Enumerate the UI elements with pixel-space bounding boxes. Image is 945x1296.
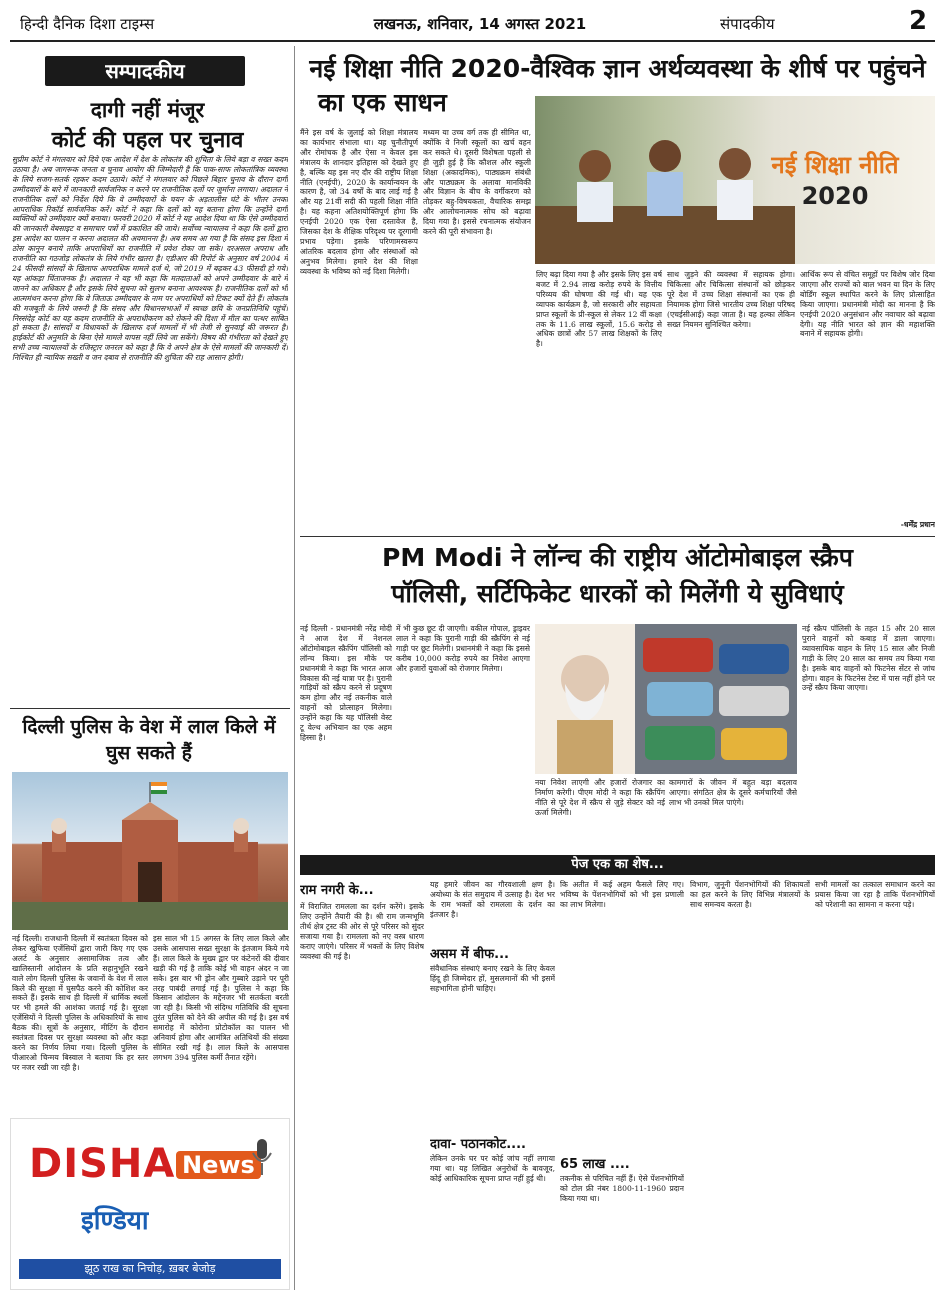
logo-disha: DISHA — [29, 1141, 176, 1187]
assam-title: असम में बीफ... — [430, 947, 509, 962]
cont-col5-body: सभी मामलों का तत्काल समाधान करने का प्रयास किया जा रहा है ताकि पेंशनभोगियों को परेशानी का सामना न करना पड़े। — [815, 880, 935, 909]
ram-body: में विराजित रामलला का दर्शन करेंगे। इसके लिए उन्होंने तैयारी की है। श्री राम जन्मभूमि तीर्थ क्षेत्र ट्रस्ट की ओर से पूरे परिसर को सुंदर सजाया गया है। रामलला को नए वस्त्र धारण कराए जाएंगे। परिसर में भक्तों के लिए विशेष व्यवस्था की गई है। — [300, 902, 424, 961]
nep-headline-line2: का एक साधन — [318, 88, 447, 117]
masthead-rule — [10, 40, 935, 42]
nep-headline-line1: नई शिक्षा नीति 2020-वैश्विक ज्ञान अर्थव्यवस्था के शीर्ष पर पहुंचने — [309, 54, 926, 83]
column-divider — [294, 46, 295, 1290]
scrap-col4: कामगारों के जीवन में बहुत बड़ा बदलाव आएगा। संगठित क्षेत्र के दूसरे कर्मचारियों जैसे लाभ भी उनको मिल पाएंगे। — [669, 778, 797, 807]
nep-col3: लिए बढ़ा दिया गया है और इसके लिए इस वर्ष बजट में 2.94 लाख करोड़ रुपये के वित्तीय परिव्यय की घोषणा की गई थी। यह एक व्यापक कार्यक्रम है, जो सरकारी और सहायता प्राप्त स्कूलों के प्री-स्कूल से लेकर 12 वीं कक्षा तक के 11.6 लाख स्कूलों, 15.6 करोड़ से अधिक छात्रों और 57 लाख शिक्षकों के लिए है। — [536, 270, 662, 349]
assam-body: संवैधानिक संस्थाएं बनाए रखने के लिए केवल हिंदू ही जिम्मेदार हों, मुसलमानों की भी इसमें सहभागिता होनी चाहिए। — [430, 964, 555, 993]
logo-india: इण्डिया — [81, 1206, 149, 1236]
nep-photo — [535, 96, 935, 264]
page-number: 2 — [908, 6, 928, 36]
continued-label: पेज एक का शेष... — [571, 857, 664, 872]
scrap-col3: नया निवेश लाएगी और हजारों रोजगार का निर्माण करेगी। पीएम मोदी ने कहा कि स्क्रैपिंग नीति से पूरे देश में स्क्रैप से जुड़े सेक्टर को नई ऊर्जा मिलेगी। — [535, 778, 665, 817]
scrap-cars-icon — [535, 624, 797, 774]
disha-news-logo — [10, 1118, 290, 1290]
lakh-title: 65 लाख .... — [560, 1157, 630, 1172]
issue-date: लखनऊ, शनिवार, 14 अगस्त 2021 — [373, 15, 587, 33]
delhi-police-col1: नई दिल्ली। राजधानी दिल्ली में स्वतंत्रता दिवस को लेकर खुफिया एजेंसियों द्वारा जारी किए गए एक अलर्ट के अनुसार असामाजिक तत्व और खालिस्तानी आंदोलन के प्रति सहानुभूति रखने वाले लोग दिल्ली पुलिस के जवानों के वेश में लाल किले की सुरक्षा में घुसपैठ करने की कोशिश कर सकते हैं। इसके साथ ही दिल्ली में धार्मिक स्थलों पर भी हमले की आशंका जताई गई है। सुरक्षा एजेंसियों ने दिल्ली पुलिस के अधिकारियों के साथ बैठक की। सूत्रों के अनुसार, मीटिंग के दौरान स्वतंत्रता दिवस पर सुरक्षा व्यवस्था को और कड़ा करने का निर्णय लिया गया। दिल्ली पुलिस के पीआरओ चिन्मय बिस्वाल ने बताया कि हर स्तर पर नजर रखी जा रही है। — [12, 934, 148, 1072]
scrap-photo — [535, 624, 797, 774]
red-fort-photo — [12, 772, 288, 930]
nep-col5: आर्थिक रूप से वंचित समूहों पर विशेष जोर दिया जाएगा और राज्यों को बाल भवन या दिन के लिए बोर्डिंग स्कूल स्थापित करने के लिए प्रोत्साहित किया जाएगा। प्रधानमंत्री मोदी का मानना है कि एनईपी 2020 अनुसंधान और नवाचार को बढ़ावा देगी। यह नीति भारत को ज्ञान की महाशक्ति बनाने में सहायक होगी। — [800, 270, 935, 339]
lakh-body: तकनीक से परिचित नहीं हैं। ऐसे पेंशनभोगियों को टोल फ्री नंबर 1800-11-1960 प्रदान किया गया था। — [560, 1174, 684, 1203]
editorial-body: सुप्रीम कोर्ट ने मंगलवार को दिये एक आदेश में देश के लोकतंत्र की शुचिता के लिये बड़ा व सख्त कदम उठाया है। अब जागरूक जनता व चुनाव आयोग की जिम्मेदारी है कि पाक-साफ लोकतांत्रिक व्यवस्था के लिये सजग-सतर्क रहकर कदम उठाये। कोर्ट ने मंगलवार को पिछले बिहार चुनाव के दौरान दागी उम्मीदवारों के बारे में जानकारी सार्वजनिक न करने पर राजनीतिक दलों पर जुर्माना लगाया। अदालत ने राजनीतिक दलों को निर्देश दिये कि वे उम्मीदवारों के चयन के अड़तालीस घंटे के भीतर उनका आपराधिक रिकॉर्ड सार्वजनिक करें। कोर्ट ने कहा कि दलों को यह बताना होगा कि उन्होंने दागी व्यक्तियों को उम्मीदवार क्यों बनाया। फरवरी 2020 में कोर्ट ने यह आदेश दिया था कि ऐसे उम्मीदवारों की जानकारी वेबसाइट व समाचार पत्रों में प्रकाशित की जाये। सर्वोच्च न्यायालय ने कहा कि दलों द्वारा इस आदेश का पालन न करना अदालत की अवमानना है। अब समय आ गया है कि संसद इस दिशा में ठोस कानून बनाये ताकि अपराधियों का राजनीति में प्रवेश रोका जा सके। दरअसल अपराध और राजनीति का गठजोड़ लोकतंत्र के लिये गंभीर खतरा है। एडीआर की रिपोर्ट के अनुसार वर्ष 2004 में 24 फीसदी सांसदों के खिलाफ आपराधिक मामले दर्ज थे, जो 2019 में बढ़कर 43 फीसदी हो गये। यह आंकड़ा चिंताजनक है। अदालत ने यह भी कहा कि मतदाताओं को अपने उम्मीदवार के बारे में जानने का अधिकार है और इसके लिये सूचना को सुलभ बनाना आवश्यक है। राजनीतिक दलों को भी आत्ममंथन करना होगा कि वे जिताऊ उम्मीदवार के नाम पर अपराधियों को टिकट क्यों देते हैं। लोकतंत्र की मजबूती के लिये जरूरी है कि संसद और विधानसभाओं में स्वच्छ छवि के जनप्रतिनिधि पहुंचें। निस्संदेह कोर्ट का यह कदम राजनीति के अपराधीकरण को रोकने की दिशा में मील का पत्थर साबित हो सकता है। सांसदों व विधायकों के खिलाफ दर्ज मामलों में भी तेजी से सुनवाई की जरूरत है। हाईकोर्ट की अनुमति के बिना ऐसे मामले वापस नहीं लिये जा सकेंगे। विषय की गंभीरता को देखते हुए सभी उच्च न्यायालयों के रजिस्ट्रार जनरल को कहा है कि वे अपने क्षेत्र के ऐसे मामलों की जानकारी दें। निश्चित ही न्यायिक सख्ती व जन दबाव से राजनीति की शुचिता की राह आसान होगी। — [12, 155, 288, 363]
nep-col2: मध्यम या उच्च वर्ग तक ही सीमित था, क्योंकि वे निजी स्कूलों का खर्च वहन कर सकते थे। दूसरी विशेषता पहली से ही जुड़ी हुई है कि कौशल और स्कूली शिक्षा (अकादमिक), पाठ्यक्रम संबंधी और पाठ्यक्रम के अलावा मानविकी और विज्ञान के बीच के वर्गीकरण को तोड़कर बहु-विषयकता, वैचारिक समझ और आलोचनात्मक सोच को बढ़ावा दिया गया है। इससे रचनात्मक संयोजन करने की पूरी संभावना है। — [423, 128, 531, 237]
editorial-title-2: कोर्ट की पहल पर चुनाव — [51, 128, 244, 153]
dava-title: दावा- पठानकोट.... — [430, 1137, 526, 1152]
red-fort-icon — [12, 772, 288, 930]
nep-author: -धर्मेंद्र प्रधान — [900, 520, 935, 529]
paper-name: हिन्दी दैनिक दिशा टाइम्स — [20, 15, 155, 33]
section-label-text: सम्पादकीय — [105, 59, 185, 83]
scrap-col1: नई दिल्ली - प्रधानमंत्री नरेंद्र मोदी ने आज देश में नेशनल ऑटोमोबाइल स्क्रैपिंग पॉलिसी को लॉन्च किया। इस मौके पर प्रधानमंत्री ने कहा कि भारत आज विकास की नई यात्रा पर है। पुरानी गाड़ियों को स्क्रैप करने से प्रदूषण कम होगा और नई तकनीक वाले वाहनों को प्रोत्साहन मिलेगा। उन्होंने कहा कि यह पॉलिसी वेस्ट टू वेल्थ अभियान का एक अहम हिस्सा है। — [300, 624, 392, 742]
cont-col4-body: विभाग, जुनूनी पेंशनभोगियों की शिकायतों का हल करने के लिए विभिन्न मंत्रालयों के साथ समन्वय करता है। — [690, 880, 810, 909]
microphone-icon — [249, 1137, 275, 1177]
editorial-title-1: दागी नहीं मंजूर — [90, 98, 205, 122]
section-name: संपादकीय — [720, 15, 775, 33]
logo-news: News — [176, 1151, 261, 1179]
section-label — [45, 56, 245, 86]
editorial-rule — [10, 708, 290, 709]
cont-col3-body: कि अतीत में कई अहम फैसले लिए गए। भविष्य के पेंशनभोगियों को भी इस प्रणाली का लाभ मिलेगा। — [560, 880, 684, 909]
nep-banner-line2: 2020 — [801, 182, 869, 210]
scrap-col2: में भी कुछ छूट दी जाएगी। वकील गोपाल, ड्राइवर लाल ने कहा कि पुरानी गाड़ी की स्क्रैपिंग से नई गाड़ी पर छूट मिलेगी। प्रधानमंत्री ने कहा कि इससे करीब 10,000 करोड़ रुपये का निवेश आएगा और हजारों युवाओं को रोजगार मिलेगा। — [396, 624, 530, 673]
nep-col4: साथ जुड़ने की व्यवस्था में सहायक होगा। चिकित्सा और चिकित्सा संस्थानों को छोड़कर पूरे देश में उच्च शिक्षा संस्थानों का एक ही नियामक होगा जिसे भारतीय उच्च शिक्षा परिषद (एचईसीआई) कहा जाता है। यह हल्का लेकिन सख्त नियमन सुनिश्चित करेगा। — [667, 270, 795, 329]
delhi-police-col2: इस साल भी 15 अगस्त के लिए लाल किले और उसके आसपास सख्त सुरक्षा के इंतजाम किये गये हैं। लाल किले के मुख्य द्वार पर कंटेनरों की दीवार खड़ी की गई है ताकि कोई भी वाहन अंदर न जा सके। इस बार भी ड्रोन और गुब्बारे उड़ाने पर पूरी तरह पाबंदी लगाई गई है। पुलिस ने कहा कि किसान आंदोलन के मद्देनजर भी सतर्कता बरती जा रही है। किसी भी संदिग्ध गतिविधि की सूचना तुरंत पुलिस को देने की अपील की गई है। इस वर्ष समारोह में कोरोना प्रोटोकॉल का पालन भी अनिवार्य होगा और आमंत्रित अतिथियों की संख्या सीमित रखी गई है। लाल किले के आसपास लगभग 394 पुलिस कर्मी तैनात रहेंगे। — [153, 934, 289, 1062]
logo-tagline: झूठ राख का निचोड़, ख़बर बेजोड़ — [19, 1259, 281, 1279]
nep-rule — [300, 536, 935, 537]
scrap-headline — [300, 540, 935, 618]
scrap-col5: नई स्क्रैप पॉलिसी के तहत 15 और 20 साल पुराने वाहनों को कबाड़ में डाला जाएगा। व्यावसायिक वाहन के लिए 15 साल और निजी गाड़ी के लिए 20 साल का समय तय किया गया है। इसके बाद वाहनों को फिटनेस सेंटर से जांच होगा। वाहन के फिटनेस टेस्ट में पास नहीं होने पर उन्हें स्क्रैप किया जाएगा। — [802, 624, 935, 693]
ram-title: राम नगरी के... — [300, 883, 374, 898]
scrap-headline-line2: पॉलिसी, सर्टिफिकेट धारकों को मिलेंगी ये सुविधाएं — [391, 579, 844, 608]
scrap-headline-line1: PM Modi ने लॉन्च की राष्ट्रीय ऑटोमोबाइल स्क्रैप — [382, 543, 853, 572]
cont-col2-body: यह हमारे जीवन का गौरवशाली क्षण है। अयोध्या के संत समुदाय में उत्साह है। देश भर के राम भक्तों को रामलला के दर्शन का इंतजार है। — [430, 880, 555, 919]
nep-banner-line1: नई शिक्षा नीति — [771, 151, 899, 179]
nep-col1: मैंने इस वर्ष के जुलाई को शिक्षा मंत्रालय का कार्यभार संभाला था। यह चुनौतीपूर्ण और रोमांचक है और ऐसा न केवल इस मंत्रालय के शानदार इतिहास को देखते हुए है, बल्कि यह इस नए दौर की राष्ट्रीय शिक्षा नीति (एनईपी), 2020 के कार्यान्वयन के कारण है, जो 34 वर्षों के बाद लाई गई है और यह 21वीं सदी की पहली शिक्षा नीति है। यह कहना अतिशयोक्तिपूर्ण होगा कि एनईपी 2020 एक ऐसा दस्तावेज है, जिसका देश के शैक्षिक परिदृश्य पर दूरगामी प्रभाव पड़ेगा। इसके परिणामस्वरूप आंतरिक बदलाव होगा और संस्थाओं को अनुभव मिलेगा। हमारे देश की शिक्षा व्यवस्था के भविष्य को नई दिशा मिलेगी। — [300, 128, 418, 276]
continued-bar — [300, 855, 935, 875]
delhi-police-headline: दिल्ली पुलिस के वेश में लाल किले में घुस सकते हैं — [22, 716, 276, 764]
masthead — [0, 0, 945, 40]
dava-body: लेकिन उनके घर पर कोई जांच नहीं लगाया गया था। यह लिखित अनुरोधों के बावजूद, कोई आधिकारिक सूचना प्राप्त नहीं हुई थी। — [430, 1154, 555, 1183]
